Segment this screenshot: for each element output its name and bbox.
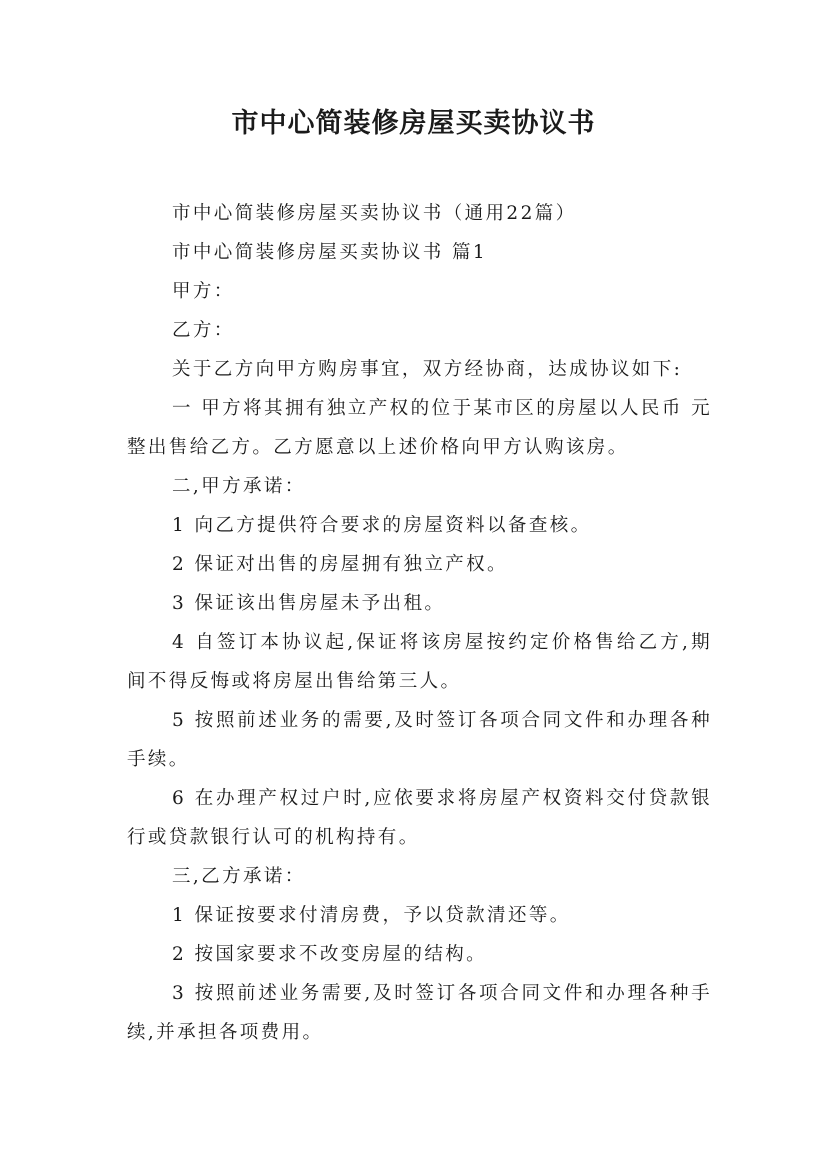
paragraph-clause-2-item-1: 1 向乙方提供符合要求的房屋资料以备查核。 xyxy=(172,515,592,536)
paragraph-clause-2-item-3: 3 保证该出售房屋未予出租。 xyxy=(172,593,446,614)
document-title: 市中心简装修房屋买卖协议书 xyxy=(231,108,596,139)
paragraph-party-a: 甲方： xyxy=(172,281,235,302)
document-body xyxy=(127,194,712,1052)
paragraph-clause-3-heading: 三,乙方承诺： xyxy=(172,866,306,887)
paragraph-clause-2-item-4: 4 自签订本协议起,保证将该房屋按约定价格售给乙方,期间不得反悔或将房屋出售给第三人。 xyxy=(127,632,712,692)
paragraph-clause-2-item-5: 5 按照前述业务的需要,及时签订各项合同文件和办理各种手续。 xyxy=(127,710,712,770)
paragraph-clause-2-heading: 二,甲方承诺： xyxy=(172,476,306,497)
paragraph-intro: 关于乙方向甲方购房事宜，双方经协商，达成协议如下: xyxy=(172,359,683,380)
paragraph-party-b: 乙方： xyxy=(172,320,235,341)
paragraph-clause-2-item-2: 2 保证对出售的房屋拥有独立产权。 xyxy=(172,554,508,575)
paragraph-section-heading: 市中心简装修房屋买卖协议书 篇1 xyxy=(172,242,488,263)
paragraph-clause-2-item-6: 6 在办理产权过户时,应依要求将房屋产权资料交付贷款银行或贷款银行认可的机构持有。 xyxy=(127,788,712,848)
paragraph-subtitle: 市中心简装修房屋买卖协议书（通用22篇） xyxy=(172,203,577,224)
paragraph-clause-3-item-3: 3 按照前述业务需要,及时签订各项合同文件和办理各种手续,并承担各项费用。 xyxy=(127,983,712,1043)
paragraph-clause-3-item-2: 2 按国家要求不改变房屋的结构。 xyxy=(172,944,488,965)
paragraph-clause-3-item-1: 1 保证按要求付清房费，予以贷款清还等。 xyxy=(172,905,571,926)
paragraph-clause-1: 一 甲方将其拥有独立产权的位于某市区的房屋以人民币 元整出售给乙方。乙方愿意以上述价格向甲方认购该房。 xyxy=(127,398,712,458)
